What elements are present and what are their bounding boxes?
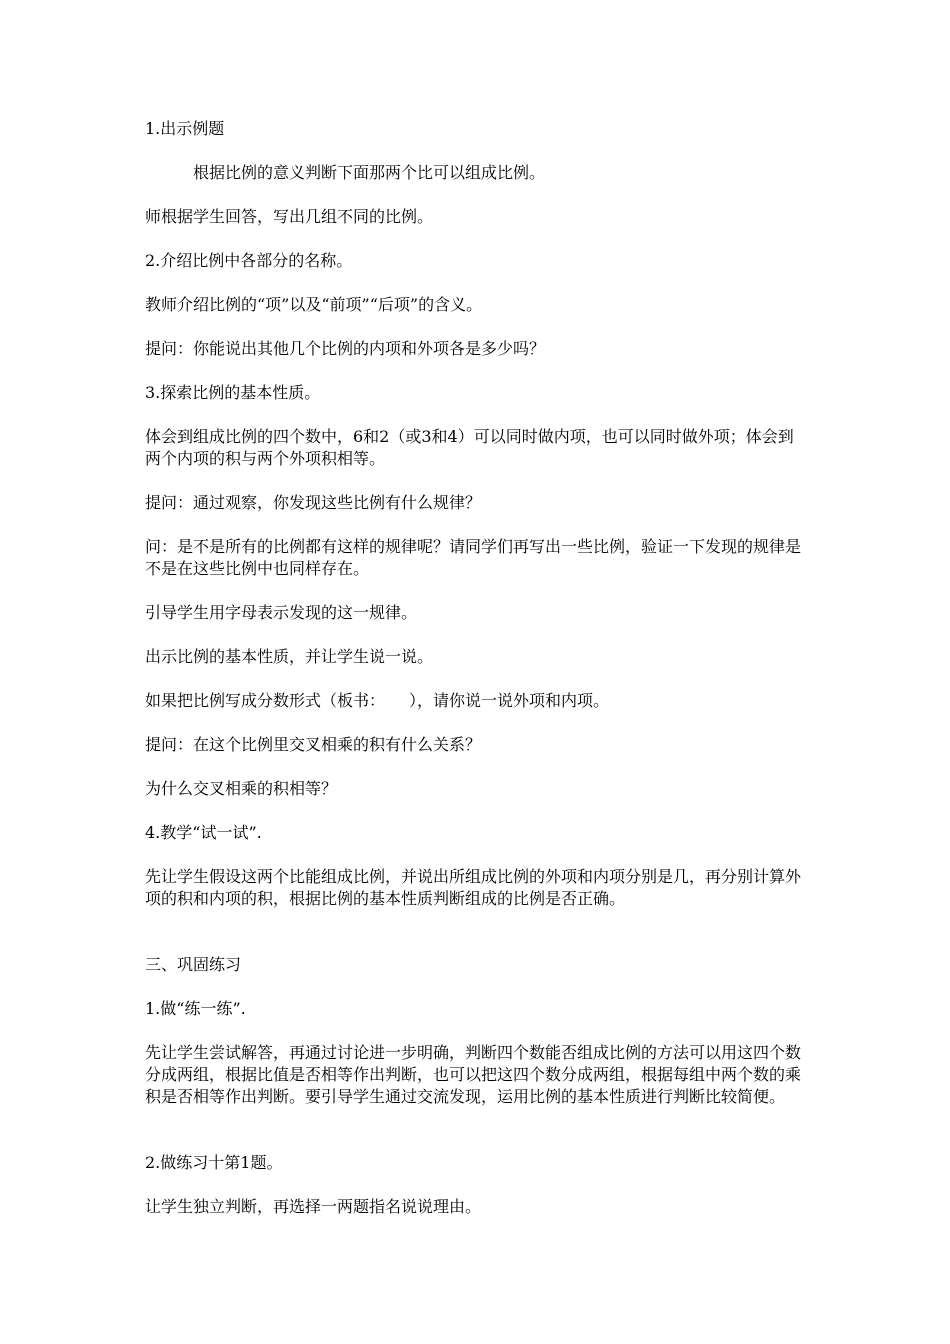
section-heading-show-example: 1.出示例题 — [145, 119, 225, 138]
paragraph: 提问：你能说出其他几个比例的内项和外项各是多少吗？ — [145, 339, 546, 358]
section-heading-do-practice: 1.做“练一练”. — [145, 999, 246, 1018]
paragraph: 体会到组成比例的四个数中，6和2（或3和4）可以同时做内项，也可以同时做外项；体会到两个内项的积与两个外项积相等。 — [145, 427, 794, 468]
paragraph: 先让学生尝试解答，再通过讨论进一步明确，判断四个数能否组成比例的方法可以用这四个数分成两组，根据比值是否相等作出判断，也可以把这四个数分成两组，根据每组中两个数的乘积是否相等作出判断。要引导学生通过交流发现，运用比例的基本性质进行判断比较简便。 — [145, 1043, 802, 1106]
paragraph: 教师介绍比例的“项”以及“前项”“后项”的含义。 — [145, 295, 483, 314]
paragraph: 引导学生用字母表示发现的这一规律。 — [145, 603, 418, 622]
section-heading-term-names: 2.介绍比例中各部分的名称。 — [145, 251, 353, 270]
paragraph: 先让学生假设这两个比能组成比例，并说出所组成比例的外项和内项分别是几，再分别计算外项的积和内项的积，根据比例的基本性质判断组成的比例是否正确。 — [145, 867, 802, 908]
paragraph: 提问：通过观察，你发现这些比例有什么规律？ — [145, 493, 482, 512]
section-heading-practice: 三、巩固练习 — [145, 955, 242, 974]
paragraph: 根据比例的意义判断下面那两个比可以组成比例。 — [193, 163, 546, 182]
section-heading-basic-property: 3.探索比例的基本性质。 — [145, 383, 321, 402]
paragraph: 让学生独立判断，再选择一两题指名说说理由。 — [145, 1197, 482, 1216]
paragraph: 如果把比例写成分数形式（板书： ），请你说一说外项和内项。 — [145, 691, 610, 710]
paragraph: 问：是不是所有的比例都有这样的规律呢？请同学们再写出一些比例，验证一下发现的规律是不是在这些比例中也同样存在。 — [145, 537, 802, 578]
paragraph: 为什么交叉相乘的积相等？ — [145, 779, 338, 798]
paragraph: 出示比例的基本性质，并让学生说一说。 — [145, 647, 434, 666]
paragraph: 提问：在这个比例里交叉相乘的积有什么关系？ — [145, 735, 482, 754]
section-heading-exercise-ten: 2.做练习十第1题。 — [145, 1153, 283, 1172]
paragraph: 师根据学生回答，写出几组不同的比例。 — [145, 207, 434, 226]
section-heading-try-it: 4.教学“试一试”. — [145, 823, 262, 842]
